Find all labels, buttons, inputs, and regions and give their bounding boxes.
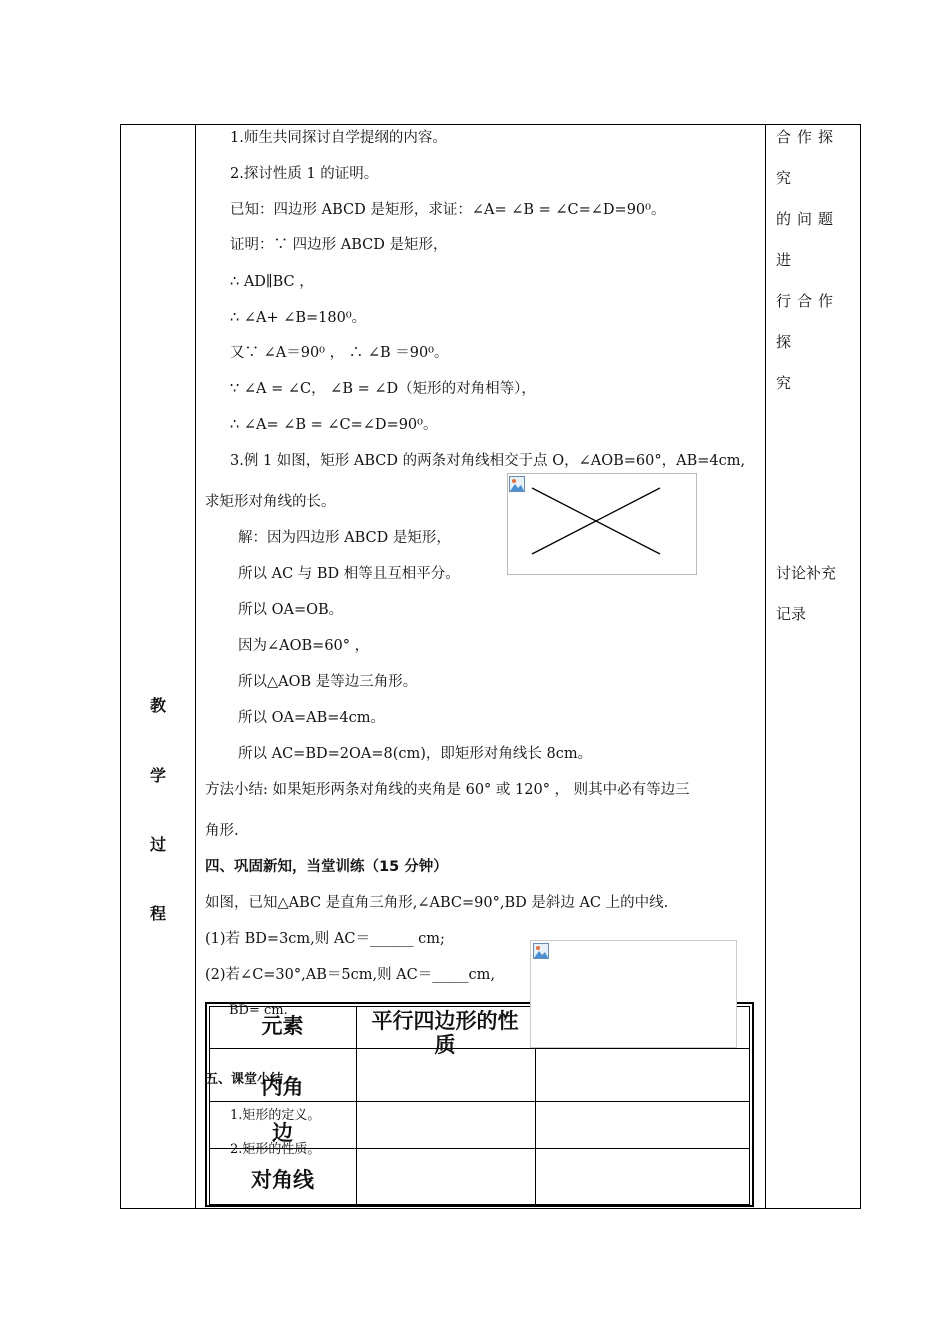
note-line: 的问题进 <box>776 210 840 269</box>
note-line: 行合作探 <box>776 292 840 351</box>
content-line: 2.探讨性质 1 的证明。 <box>230 166 379 182</box>
col-divider-2 <box>765 124 766 1209</box>
table-right-border <box>860 124 861 1209</box>
method-summary: 方法小结: 如果矩形两条对角线的夹角是 60° 或 120° ， 则其中必有等边三 <box>205 782 690 798</box>
section-4-title: 四、巩固新知，当堂训练（15 分钟） <box>205 859 448 875</box>
table-row-label: 内角 <box>261 1075 304 1099</box>
table-top-border <box>120 124 861 125</box>
note-line: 究 <box>776 374 798 392</box>
content-line: 证明：∵ 四边形 ABCD 是矩形， <box>230 237 448 253</box>
left-label-char: 程 <box>150 904 167 923</box>
solution-line: 因为∠AOB=60° ， <box>238 638 370 654</box>
section-5-title: 五、课堂小结 <box>205 1072 284 1087</box>
example-line: 3.例 1 如图，矩形 ABCD 的两条对角线相交于点 O，∠AOB=60°，AB=4cm, <box>230 453 746 469</box>
content-line: 又∵ ∠A＝90⁰ ， ∴ ∠B ＝90⁰。 <box>230 345 449 361</box>
table-header-parallelogram: 平行四边形的性质 <box>371 1009 519 1057</box>
table-row-label: 对角线 <box>251 1168 314 1192</box>
left-label-char: 过 <box>150 835 167 854</box>
table-bottom-border <box>120 1208 861 1209</box>
table-header-element: 元素 <box>261 1014 304 1038</box>
solution-line: 所以△AOB 是等边三角形。 <box>238 674 418 690</box>
solution-line: 解：因为四边形 ABCD 是矩形， <box>238 530 451 546</box>
diagonals-diagram <box>508 474 696 574</box>
content-line: ∵ ∠A = ∠C， ∠B = ∠D（矩形的对角相等）， <box>230 381 536 397</box>
exercise-intro: 如图，已知△ABC 是直角三角形,∠ABC=90°,BD 是斜边 AC 上的中线. <box>205 895 669 911</box>
left-label-char: 教 <box>150 696 167 715</box>
table-row-label: 边 <box>272 1121 293 1145</box>
summary-item: 2.矩形的性质。 <box>230 1142 321 1157</box>
content-line: ∴ ∠A+ ∠B=180⁰。 <box>230 310 367 326</box>
exercise-item: (1)若 BD=3cm,则 AC＝______ cm; <box>205 931 445 947</box>
content-line: ∴ AD∥BC ， <box>230 274 314 290</box>
method-summary: 角形. <box>205 823 239 839</box>
solution-line: 所以 OA=OB。 <box>238 602 344 618</box>
exercise-item: BD= cm. <box>229 1003 288 1018</box>
note-discussion <box>776 553 836 635</box>
note-cooperative-inquiry <box>776 117 856 404</box>
content-line: 1.师生共同探讨自学提纲的内容。 <box>230 130 447 146</box>
content-line: ∴ ∠A= ∠B = ∠C=∠D=90⁰。 <box>230 417 438 433</box>
broken-image-icon <box>509 476 525 492</box>
broken-image-icon <box>533 943 549 959</box>
table-left-border <box>120 124 121 1209</box>
solution-line: 所以 AC=BD=2OA=8(cm)，即矩形对角线长 8cm。 <box>238 746 593 762</box>
solution-line: 所以 AC 与 BD 相等且互相平分。 <box>238 566 460 582</box>
note-line: 记录 <box>776 605 807 623</box>
table-row-line <box>209 1101 749 1102</box>
note-line: 讨论补充 <box>776 564 837 582</box>
col-divider-1 <box>195 124 196 1209</box>
content-line: 已知：四边形 ABCD 是矩形，求证：∠A= ∠B = ∠C=∠D=90⁰。 <box>230 202 666 218</box>
triangle-figure-placeholder <box>530 940 737 1048</box>
table-col-line <box>356 1006 357 1204</box>
solution-line: 所以 OA=AB=4cm。 <box>238 710 385 726</box>
note-line: 合作探究 <box>776 128 840 187</box>
left-label-char: 学 <box>150 766 167 785</box>
summary-item: 1.矩形的定义。 <box>230 1108 321 1123</box>
rectangle-diagonals-figure <box>507 473 697 575</box>
exercise-item: (2)若∠C=30°,AB＝5cm,则 AC＝_____cm, <box>205 967 495 983</box>
example-line: 求矩形对角线的长。 <box>205 494 336 510</box>
